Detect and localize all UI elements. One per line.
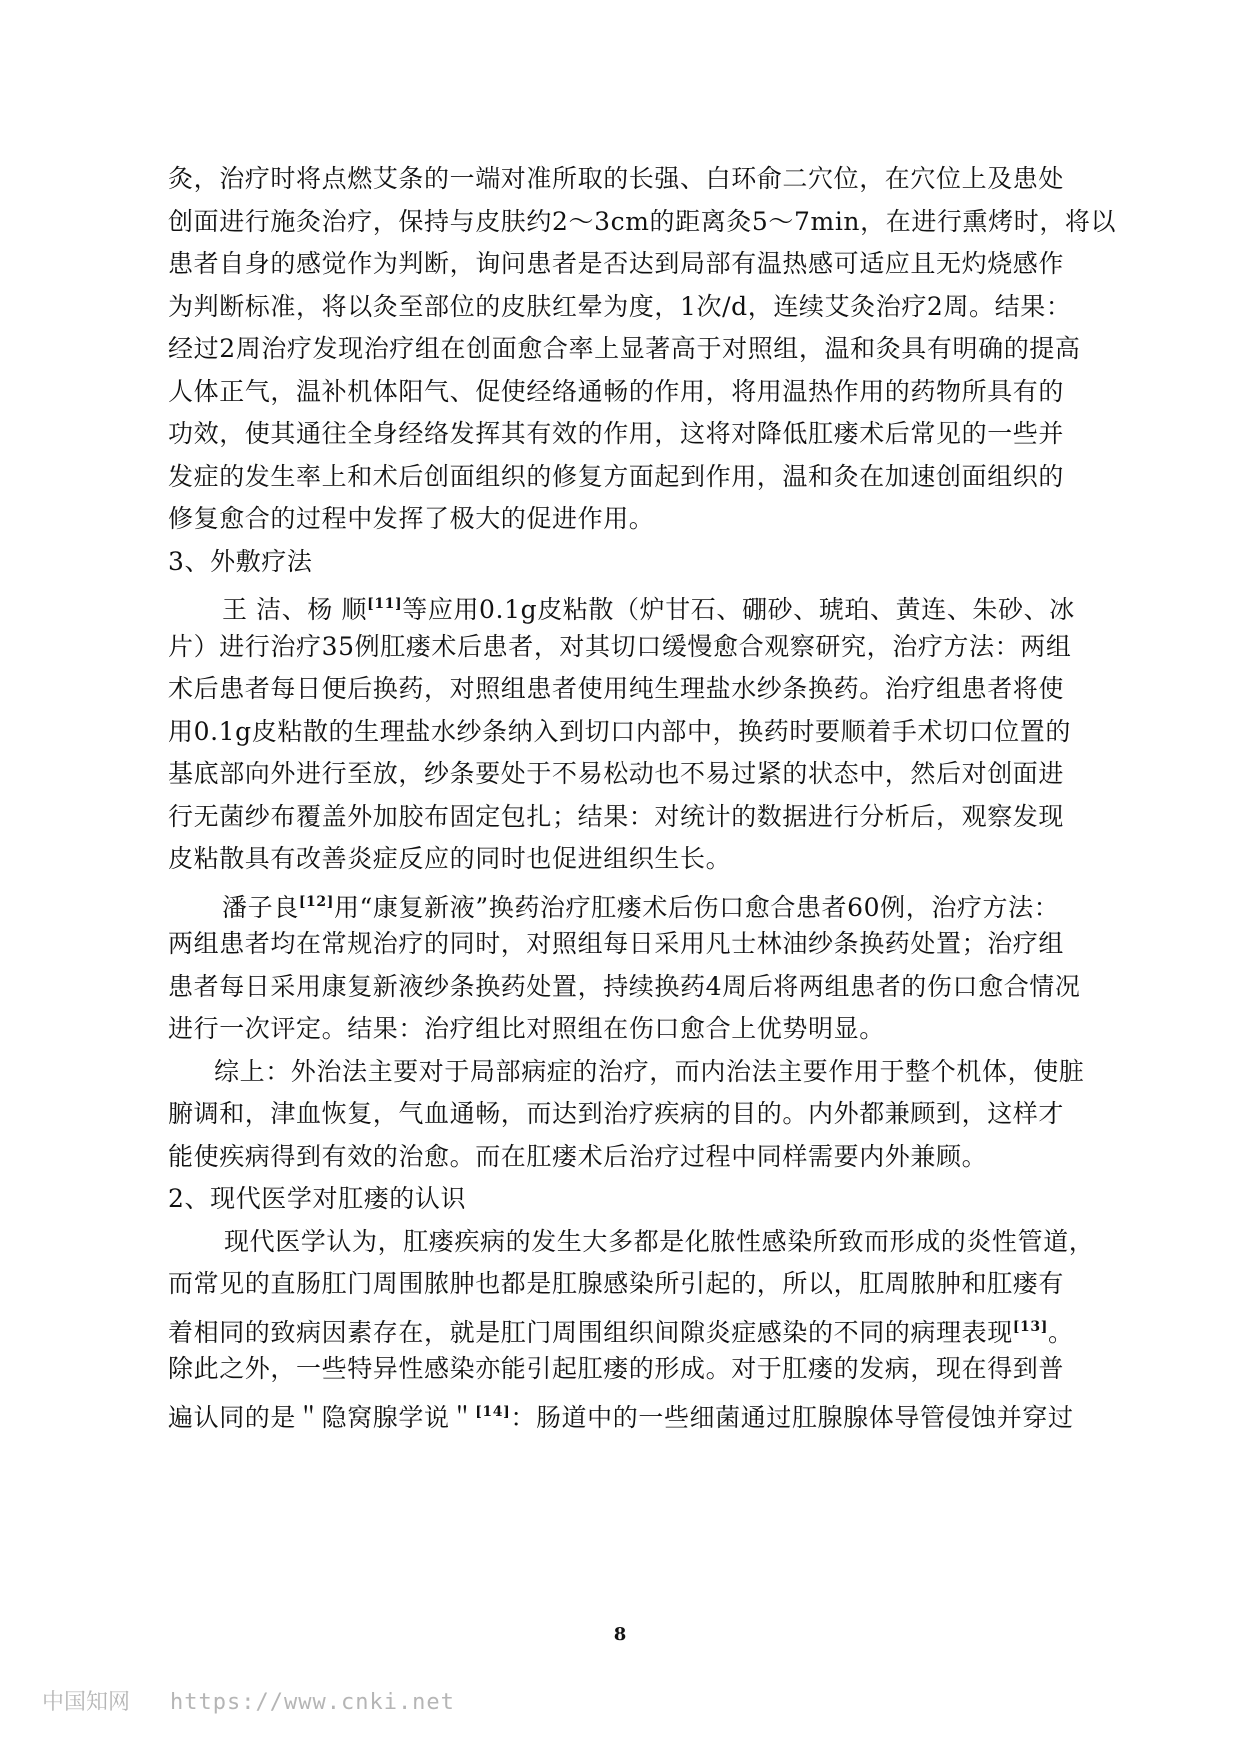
text-line [168, 583, 1098, 626]
text-line: 人体正气，温补机体阳气、促使经络通畅的作用，将用温热作用的药物所具有的 [168, 376, 1065, 406]
text-span: 用“康复新液”换药治疗肛瘘术后伤口愈合患者60例，治疗方法： [333, 892, 1060, 922]
text-span: 着相同的致病因素存在，就是肛门周围组织间隙炎症感染的不同的病理表现 [168, 1317, 1013, 1347]
text-line: 除此之外，一些特异性感染亦能引起肛瘘的形成。对于肛瘘的发病，现在得到普 [168, 1354, 1065, 1383]
author-names: 王 洁、杨 顺 [222, 595, 368, 624]
author-names: 潘子良 [222, 892, 299, 922]
text-line: 修复愈合的过程中发挥了极大的促进作用。 [168, 504, 655, 533]
text-line: 皮粘散具有改善炎症反应的同时也促进组织生长。 [168, 844, 732, 873]
body-text [168, 158, 1117, 1433]
text-line: 患者自身的感觉作为判断，询问患者是否达到局部有温热感可适应且无灼烧感作 [168, 249, 1065, 278]
text-line: 经过2周治疗发现治疗组在创面愈合率上显著高于对照组，温和灸具有明确的提高 [168, 334, 1081, 363]
text-line: 功效，使其通往全身经络发挥其有效的作用，这将对降低肛瘘术后常见的一些并 [168, 419, 1065, 448]
text-line: 用0.1g皮粘散的生理盐水纱条纳入到切口内部中，换药时要顺着手术切口位置的 [168, 716, 1071, 746]
paragraph-pan-ziliang [168, 881, 1098, 1051]
citation-ref[interactable]: [14] [475, 1403, 511, 1420]
citation-ref[interactable]: [11] [367, 596, 403, 612]
paragraph-moxibustion [168, 158, 1117, 541]
text-line: 进行一次评定。结果：治疗组比对照组在伤口愈合上优势明显。 [168, 1014, 885, 1043]
text-line: 患者每日采用康复新液纱条换药处置，持续换药4周后将两组患者的伤口愈合情况 [168, 971, 1081, 1001]
text-line: 行无菌纱布覆盖外加胶布固定包扎；结果：对统计的数据进行分析后，观察发现 [168, 801, 1065, 831]
text-line [168, 881, 1098, 924]
text-span: 遍认同的是＂隐窝腺学说＂ [168, 1402, 476, 1432]
text-line: 术后患者每日便后换药，对照组患者使用纯生理盐水纱条换药。治疗组患者将使 [168, 674, 1065, 703]
page-number: 8 [613, 1624, 627, 1645]
text-line: 片）进行治疗35例肛瘘术后患者，对其切口缓慢愈合观察研究，治疗方法：两组 [168, 631, 1072, 661]
section-heading-modern-medicine: 2、现代医学对肛瘘的认识 [168, 1184, 467, 1213]
text-line: 而常见的直肠肛门周围脓肿也都是肛腺感染所引起的，所以，肛周脓肿和肛瘘有 [168, 1269, 1065, 1298]
text-line: 综上：外治法主要对于局部病症的治疗，而内治法主要作用于整个机体，使脏 [214, 1056, 1085, 1086]
cnki-brand: 中国知网 [42, 1690, 131, 1715]
text-line: 创面进行施灸治疗，保持与皮肤约2～3cm的距离灸5～7min，在进行熏烤时，将以 [168, 206, 1117, 236]
cnki-url[interactable]: https://www.cnki.net [170, 1690, 455, 1715]
citation-ref[interactable]: [12] [298, 893, 334, 910]
paragraph-summary [168, 1051, 1098, 1179]
text-line: 发症的发生率上和术后创面组织的修复方面起到作用，温和灸在加速创面组织的 [168, 461, 1065, 491]
text-line: 现代医学认为，肛瘘疾病的发生大多都是化脓性感染所致而形成的炎性管道， [224, 1226, 1095, 1256]
paragraph-modern-medicine [168, 1221, 1098, 1434]
text-span: 。 [1047, 1317, 1074, 1347]
text-line: 腑调和，津血恢复，气血通畅，而达到治疗疾病的目的。内外都兼顾到，这样才 [168, 1099, 1065, 1128]
text-line [168, 1391, 1098, 1434]
text-line: 两组患者均在常规治疗的同时，对照组每日采用凡士林油纱条换药处置；治疗组 [168, 929, 1065, 958]
text-line: 基底部向外进行至放，纱条要处于不易松动也不易过紧的状态中，然后对创面进 [168, 759, 1065, 788]
footer-watermark [42, 1685, 455, 1716]
text-line: 灸，治疗时将点燃艾条的一端对准所取的长强、白环俞二穴位，在穴位上及患处 [168, 164, 1065, 193]
text-line: 能使疾病得到有效的治愈。而在肛瘘术后治疗过程中同样需要内外兼顾。 [168, 1141, 988, 1171]
text-line [168, 1306, 1098, 1349]
text-span: 等应用0.1g皮粘散（炉甘石、硼砂、琥珀、黄连、朱砂、冰 [402, 595, 1075, 624]
text-line: 为判断标准，将以灸至部位的皮肤红晕为度，1次/d，连续艾灸治疗2周。结果： [168, 291, 1072, 321]
section-heading-external-application: 3、外敷疗法 [168, 546, 313, 576]
citation-ref[interactable]: [13] [1012, 1318, 1048, 1335]
text-span: ：肠道中的一些细菌通过肛腺腺体导管侵蚀并穿过 [510, 1402, 1074, 1432]
paragraph-wang-jie [168, 583, 1098, 881]
